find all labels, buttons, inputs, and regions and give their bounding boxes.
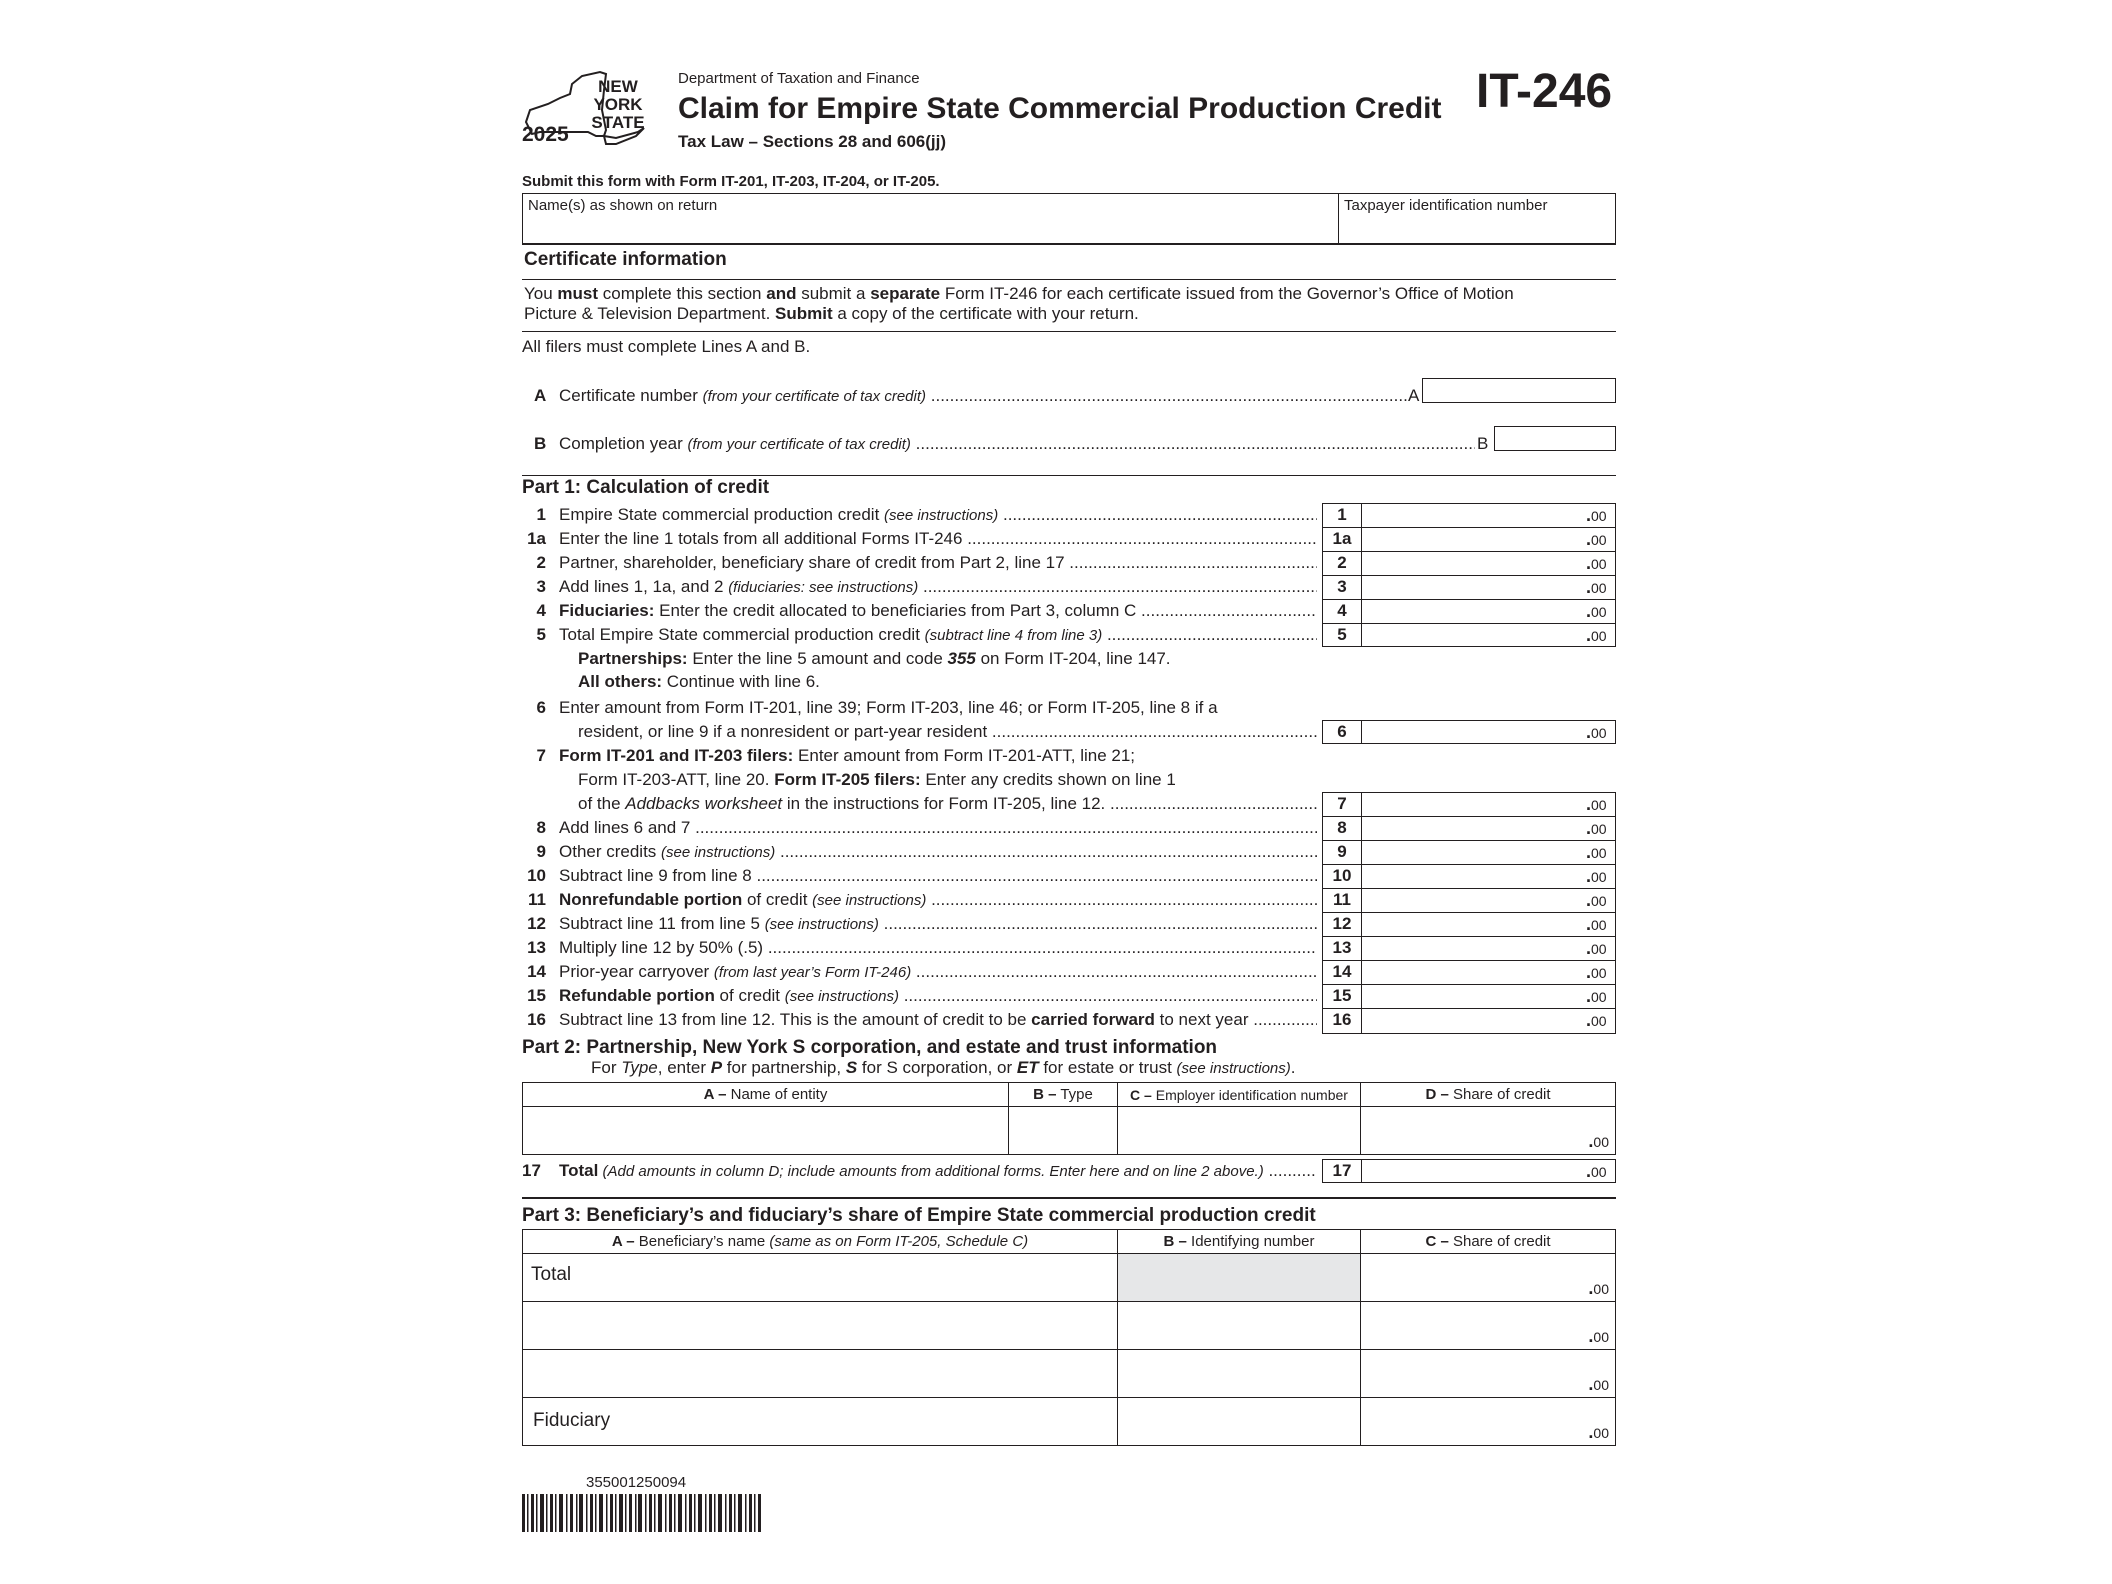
part3-row-3-name-cell[interactable] bbox=[523, 1350, 1118, 1398]
line-a-note: (from your certificate of tax credit) bbox=[702, 388, 927, 405]
line-16-amount-input[interactable] bbox=[1364, 1010, 1578, 1031]
part2-type-cell[interactable] bbox=[1009, 1107, 1118, 1155]
all-filers-note: All filers must complete Lines A and B. bbox=[522, 337, 811, 356]
line-7-c1: of the bbox=[578, 794, 626, 813]
all-others-bold: All others: bbox=[578, 672, 663, 691]
line-3-cents: . 00 bbox=[1586, 577, 1607, 598]
line-14-amount-input[interactable] bbox=[1364, 962, 1578, 983]
part2-col-b-header bbox=[1009, 1083, 1118, 1107]
line-2-cents: . 00 bbox=[1586, 553, 1607, 574]
line-5-amount-input[interactable] bbox=[1364, 625, 1578, 646]
form-title: Claim for Empire State Commercial Production Credit bbox=[678, 92, 1442, 125]
all-others-note bbox=[578, 672, 820, 692]
submit-note: Submit this form with Form IT-201, IT-203, IT-204, or IT-205. bbox=[522, 173, 940, 190]
line-7-num: 7 bbox=[536, 746, 546, 765]
line-a-letter: A bbox=[534, 386, 547, 405]
box-rule-9 bbox=[1322, 864, 1616, 865]
names-label: Name(s) as shown on return bbox=[528, 197, 718, 214]
line-6-cents: . 00 bbox=[1586, 722, 1607, 743]
p2-col-a: Name of entity bbox=[726, 1086, 828, 1103]
box-1a-num: 1a bbox=[1332, 529, 1352, 548]
line-16-num: 16 bbox=[527, 1010, 546, 1029]
line-12-label bbox=[559, 914, 1317, 934]
line-11-label bbox=[559, 890, 1317, 910]
line-4-num: 4 bbox=[536, 601, 546, 620]
line-3-note: (fiduciaries: see instructions) bbox=[728, 579, 919, 596]
p2-sub-6: . bbox=[1290, 1058, 1296, 1077]
line-13-num: 13 bbox=[527, 938, 546, 957]
partnerships-text1: Enter the line 5 amount and code bbox=[687, 649, 948, 668]
intro-1f: separate bbox=[870, 284, 941, 303]
part3-col-a-header bbox=[523, 1230, 1118, 1254]
part3-fiduciary-label: Fiduciary bbox=[533, 1410, 611, 1431]
line-14-note: (from last year’s Form IT-246) bbox=[713, 964, 912, 981]
line-5-text: Total Empire State commercial production credit bbox=[559, 625, 925, 644]
line-12-cents: . 00 bbox=[1586, 914, 1607, 935]
form-subtitle: Tax Law – Sections 28 and 606(jj) bbox=[678, 132, 947, 151]
line-7-cents: . 00 bbox=[1586, 794, 1607, 815]
box-16-num: 16 bbox=[1332, 1010, 1352, 1029]
partnerships-text2: on Form IT-204, line 147. bbox=[975, 649, 1171, 668]
line-15-text: of credit bbox=[714, 986, 785, 1005]
part3-col-b-header bbox=[1118, 1230, 1361, 1254]
line-12-amount-input[interactable] bbox=[1364, 914, 1578, 935]
line-16-cents: . 00 bbox=[1586, 1010, 1607, 1031]
line-16-a: Subtract line 13 from line 12. This is the amount of credit to be bbox=[559, 1010, 1032, 1029]
box-rule-13 bbox=[1322, 960, 1616, 961]
p2-sub-type: Type bbox=[621, 1058, 658, 1077]
part1-rule bbox=[522, 475, 1616, 476]
line-b-text: Completion year bbox=[559, 434, 688, 453]
part3-row-2-name-cell[interactable] bbox=[523, 1302, 1118, 1350]
part3-fiduciary-id-cell[interactable] bbox=[1118, 1398, 1361, 1446]
box-17-num: 17 bbox=[1332, 1161, 1352, 1180]
logo-line-2: YORK bbox=[593, 95, 643, 114]
p3-col-c-bold: C – bbox=[1425, 1233, 1449, 1250]
p2-col-a-bold: A – bbox=[703, 1086, 727, 1103]
p3-col-a-note: (same as on Form IT-205, Schedule C) bbox=[769, 1233, 1029, 1250]
certificate-number-input[interactable] bbox=[1422, 378, 1616, 403]
line-10-text: Subtract line 9 from line 8 bbox=[559, 866, 752, 885]
part2-subheading bbox=[591, 1058, 1296, 1078]
p2-sub-4: for S corporation, or bbox=[857, 1058, 1017, 1077]
line-14-cents: . 00 bbox=[1586, 962, 1607, 983]
part3-total-label: Total bbox=[531, 1264, 572, 1285]
line-11-bold: Nonrefundable portion bbox=[559, 890, 743, 909]
line-11-amount-input[interactable] bbox=[1364, 890, 1578, 911]
line-b-label bbox=[559, 434, 1475, 454]
p2-sub-2: , enter bbox=[657, 1058, 711, 1077]
line-2-num: 2 bbox=[536, 553, 546, 572]
part3-rule bbox=[522, 1197, 1616, 1199]
line-4-text: Enter the credit allocated to beneficiaries from Part 3, column C bbox=[654, 601, 1137, 620]
part3-table bbox=[522, 1229, 1616, 1446]
logo-line-1: NEW bbox=[598, 77, 638, 96]
line-1a-cents: . 00 bbox=[1586, 529, 1607, 550]
part3-row-2-cents: . 00 bbox=[1588, 1326, 1609, 1347]
intro-1g: Form IT-246 for each certificate issued from the Governor’s Office of Motion bbox=[940, 284, 1514, 303]
box-5-num: 5 bbox=[1337, 625, 1347, 644]
part3-row-3-id-cell[interactable] bbox=[1118, 1350, 1361, 1398]
line-14-text: Prior-year carryover bbox=[559, 962, 714, 981]
line-7-text-b bbox=[578, 770, 1176, 790]
line-6-text-b: resident, or line 9 if a nonresident or part-year resident bbox=[578, 722, 988, 741]
line-1-note: (see instructions) bbox=[884, 507, 999, 524]
line-7-c2: in the instructions for Form IT-205, line 12. bbox=[782, 794, 1106, 813]
p2-sub-p: P bbox=[710, 1058, 723, 1077]
part3-row-2 bbox=[523, 1302, 1616, 1350]
line-7-label-c bbox=[578, 794, 1317, 814]
p2-sub-s: S bbox=[845, 1058, 858, 1077]
box-rule-7 bbox=[1322, 816, 1616, 817]
part2-table bbox=[522, 1082, 1616, 1155]
barcode-image bbox=[522, 1494, 762, 1532]
line-8-amount-input[interactable] bbox=[1364, 818, 1578, 839]
name-tin-divider bbox=[1338, 193, 1339, 245]
line-11-note: (see instructions) bbox=[812, 892, 927, 909]
p2-col-c-bold: C – bbox=[1130, 1086, 1152, 1103]
line-1-num: 1 bbox=[536, 505, 546, 524]
part3-header-row bbox=[523, 1230, 1616, 1254]
line-16-label bbox=[559, 1010, 1317, 1030]
part2-col-d-header bbox=[1361, 1083, 1616, 1107]
line-6-amount-input[interactable] bbox=[1364, 722, 1578, 743]
line-13-text: Multiply line 12 by 50% (.5) bbox=[559, 938, 768, 957]
part3-row-3 bbox=[523, 1350, 1616, 1398]
part3-fiduciary-row bbox=[523, 1398, 1616, 1446]
part2-col-a-header bbox=[523, 1083, 1009, 1107]
partnerships-bold: Partnerships: bbox=[578, 649, 688, 668]
line-7-b2: Enter any credits shown on line 1 bbox=[920, 770, 1176, 789]
line-6-text-a: Enter amount from Form IT-201, line 39; Form IT-203, line 46; or Form IT-205, line 8 if a bbox=[559, 698, 1218, 717]
part3-col-c-header bbox=[1361, 1230, 1616, 1254]
box-13-num: 13 bbox=[1332, 938, 1352, 957]
line-5-num: 5 bbox=[536, 625, 546, 644]
line-5-note: (subtract line 4 from line 3) bbox=[924, 627, 1103, 644]
box-12-num: 12 bbox=[1332, 914, 1352, 933]
line-5-cents: . 00 bbox=[1586, 625, 1607, 646]
part3-fiduciary-name-cell bbox=[523, 1398, 1118, 1446]
line-8-num: 8 bbox=[536, 818, 546, 837]
line-b-box-letter: B bbox=[1477, 434, 1489, 453]
p3-col-a-bold: A – bbox=[611, 1233, 635, 1250]
line-4-label bbox=[559, 601, 1317, 621]
box-rule-8 bbox=[1322, 840, 1616, 841]
line-a-text: Certificate number bbox=[559, 386, 703, 405]
line-9-text: Other credits bbox=[559, 842, 662, 861]
line-1-text: Empire State commercial production credit bbox=[559, 505, 885, 524]
box-rule-14 bbox=[1322, 984, 1616, 985]
line-16-bold: carried forward bbox=[1031, 1010, 1155, 1029]
line-11-cents: . 00 bbox=[1586, 890, 1607, 911]
part2-entry-row bbox=[523, 1107, 1616, 1155]
part1-heading: Part 1: Calculation of credit bbox=[522, 477, 770, 498]
line-1-label bbox=[559, 505, 1317, 525]
line-6-label-b bbox=[578, 722, 1317, 742]
box-2-num: 2 bbox=[1337, 553, 1347, 572]
part2-col-c-header bbox=[1118, 1083, 1361, 1107]
box-11-num: 11 bbox=[1333, 890, 1351, 909]
line-1a-label bbox=[559, 529, 1317, 549]
part3-fiduciary-share-cell[interactable] bbox=[1361, 1398, 1616, 1446]
line-10-cents: . 00 bbox=[1586, 866, 1607, 887]
line-10-label bbox=[559, 866, 1317, 886]
line-1-cents: . 00 bbox=[1586, 505, 1607, 526]
p2-sub-note: (see instructions) bbox=[1176, 1060, 1291, 1077]
tax-year: 2025 bbox=[522, 123, 569, 146]
line-16-b: to next year bbox=[1154, 1010, 1249, 1029]
box-rule-5 bbox=[1322, 623, 1616, 624]
line-7-a: Enter amount from Form IT-201-ATT, line 21; bbox=[793, 746, 1136, 765]
line-7-amount-input[interactable] bbox=[1364, 794, 1578, 815]
line-13-label bbox=[559, 938, 1317, 958]
completion-year-input[interactable] bbox=[1494, 426, 1616, 451]
form-number: IT-246 bbox=[1476, 65, 1613, 118]
line-2-amount-input[interactable] bbox=[1364, 553, 1578, 574]
line-a-box-letter: A bbox=[1408, 386, 1420, 405]
box-6-num: 6 bbox=[1337, 722, 1347, 741]
logo-line-3: STATE bbox=[591, 113, 645, 132]
part3-total-row bbox=[523, 1254, 1616, 1302]
line-2-label bbox=[559, 553, 1317, 573]
tin-input[interactable] bbox=[1342, 216, 1612, 242]
line-14-label bbox=[559, 962, 1317, 982]
part2-ein-cell[interactable] bbox=[1118, 1107, 1361, 1155]
box-15-num: 15 bbox=[1332, 986, 1352, 1005]
intro-2a: Picture & Television Department. bbox=[524, 304, 776, 323]
part2-heading: Part 2: Partnership, New York S corporation, and estate and trust information bbox=[522, 1037, 1218, 1058]
part2-share-cell[interactable] bbox=[1361, 1107, 1616, 1155]
intro-2c: a copy of the certificate with your return. bbox=[832, 304, 1139, 323]
certificate-rule-1 bbox=[522, 279, 1616, 280]
line-9-cents: . 00 bbox=[1586, 842, 1607, 863]
box-rule-15 bbox=[1322, 1008, 1616, 1009]
box-rule-3 bbox=[1322, 575, 1616, 576]
box-4-num: 4 bbox=[1337, 601, 1347, 620]
box-3-num: 3 bbox=[1337, 577, 1347, 596]
intro-1e: submit a bbox=[796, 284, 871, 303]
p2-col-b: Type bbox=[1056, 1086, 1093, 1103]
line-15-bold: Refundable portion bbox=[559, 986, 715, 1005]
names-input[interactable] bbox=[526, 216, 1332, 242]
p2-col-b-bold: B – bbox=[1033, 1086, 1057, 1103]
part3-total-cents: . 00 bbox=[1588, 1278, 1609, 1299]
line-7-c-ital: Addbacks worksheet bbox=[625, 794, 783, 813]
intro-1b: must bbox=[557, 284, 599, 303]
line-1a-amount-input[interactable] bbox=[1364, 529, 1578, 550]
intro-1d: and bbox=[766, 284, 797, 303]
p2-col-d: Share of credit bbox=[1448, 1086, 1551, 1103]
line-12-num: 12 bbox=[527, 914, 546, 933]
line-1a-num: 1a bbox=[527, 529, 546, 548]
part3-fiduciary-cents: . 00 bbox=[1588, 1422, 1609, 1443]
part2-share-cents: . 00 bbox=[1588, 1131, 1609, 1152]
p3-col-c: Share of credit bbox=[1448, 1233, 1551, 1250]
line-14-num: 14 bbox=[527, 962, 546, 981]
line-13-cents: . 00 bbox=[1586, 938, 1607, 959]
intro-2b: Submit bbox=[775, 304, 833, 323]
box-14-num: 14 bbox=[1332, 962, 1352, 981]
p3-col-b-bold: B – bbox=[1163, 1233, 1187, 1250]
box-rule-1 bbox=[1322, 527, 1616, 528]
p2-sub-et: ET bbox=[1016, 1058, 1039, 1077]
line-1a-text: Enter the line 1 totals from all additional Forms IT-246 bbox=[559, 529, 963, 548]
line-17-note: (Add amounts in column D; include amounts from additional forms. Enter here and on line 2 above.) bbox=[598, 1163, 1264, 1180]
line-11-text: of credit bbox=[742, 890, 813, 909]
line-9-num: 9 bbox=[536, 842, 546, 861]
p2-sub-3: for partnership, bbox=[722, 1058, 846, 1077]
p2-sub-5: for estate or trust bbox=[1038, 1058, 1177, 1077]
line-9-label bbox=[559, 842, 1317, 862]
line-15-amount-input[interactable] bbox=[1364, 986, 1578, 1007]
line-3-text: Add lines 1, 1a, and 2 bbox=[559, 577, 729, 596]
box-7-num: 7 bbox=[1337, 794, 1347, 813]
box-9-num: 9 bbox=[1337, 842, 1347, 861]
intro-1a: You bbox=[524, 284, 558, 303]
certificate-rule-2 bbox=[522, 331, 1616, 332]
line-8-label bbox=[559, 818, 1317, 838]
logo-text bbox=[588, 78, 648, 132]
line-7-b-bold: Form IT-205 filers: bbox=[774, 770, 921, 789]
line-15-label bbox=[559, 986, 1317, 1006]
line-8-text: Add lines 6 and 7 bbox=[559, 818, 691, 837]
part3-total-id-cell-shaded bbox=[1118, 1254, 1361, 1302]
line-8-cents: . 00 bbox=[1586, 818, 1607, 839]
box-10-num: 10 bbox=[1332, 866, 1352, 885]
line-4-bold: Fiduciaries: bbox=[559, 601, 655, 620]
box-rule-10 bbox=[1322, 888, 1616, 889]
tin-label: Taxpayer identification number bbox=[1344, 197, 1548, 214]
all-others-text: Continue with line 6. bbox=[662, 672, 820, 691]
box-1-num: 1 bbox=[1337, 505, 1347, 524]
part3-heading: Part 3: Beneficiary’s and fiduciary’s share of Empire State commercial production credit bbox=[522, 1205, 1316, 1226]
box-rule-12 bbox=[1322, 936, 1616, 937]
line-7-text-a bbox=[559, 746, 1135, 766]
line-3-num: 3 bbox=[536, 577, 546, 596]
p3-col-a: Beneficiary’s name bbox=[634, 1233, 770, 1250]
line-17-num: 17 bbox=[522, 1161, 541, 1180]
line-a-label bbox=[559, 386, 1407, 406]
intro-1c: complete this section bbox=[598, 284, 767, 303]
p2-col-d-bold: D – bbox=[1425, 1086, 1449, 1103]
line-17-cents: . 00 bbox=[1586, 1161, 1607, 1182]
p2-sub-1: For bbox=[591, 1058, 622, 1077]
p2-col-c: Employer identification number bbox=[1151, 1086, 1348, 1103]
partnerships-code: 355 bbox=[947, 649, 976, 668]
line-1-amount-input[interactable] bbox=[1364, 505, 1578, 526]
line-4-cents: . 00 bbox=[1586, 601, 1607, 622]
line-13-amount-input[interactable] bbox=[1364, 938, 1578, 959]
line-2-text: Partner, shareholder, beneficiary share of credit from Part 2, line 17 bbox=[559, 553, 1065, 572]
part2-header-row bbox=[523, 1083, 1616, 1107]
line-15-num: 15 bbox=[527, 986, 546, 1005]
certificate-heading: Certificate information bbox=[524, 249, 727, 270]
part3-row-3-cents: . 00 bbox=[1588, 1374, 1609, 1395]
line-10-amount-input[interactable] bbox=[1364, 866, 1578, 887]
line-6-num: 6 bbox=[536, 698, 546, 717]
box-8-num: 8 bbox=[1337, 818, 1347, 837]
box-rule-4 bbox=[1322, 599, 1616, 600]
line-4-amount-input[interactable] bbox=[1364, 601, 1578, 622]
part2-name-cell[interactable] bbox=[523, 1107, 1009, 1155]
part3-row-2-id-cell[interactable] bbox=[1118, 1302, 1361, 1350]
certificate-intro bbox=[524, 284, 1514, 324]
line-3-amount-input[interactable] bbox=[1364, 577, 1578, 598]
line-17-amount-input[interactable] bbox=[1364, 1161, 1578, 1182]
line-12-text: Subtract line 11 from line 5 bbox=[559, 914, 765, 933]
line-b-letter: B bbox=[534, 434, 547, 453]
line-17-label bbox=[559, 1161, 1317, 1181]
line-9-note: (see instructions) bbox=[661, 844, 776, 861]
line-7-a-bold: Form IT-201 and IT-203 filers: bbox=[559, 746, 794, 765]
barcode-number: 355001250094 bbox=[586, 1474, 687, 1491]
line-9-amount-input[interactable] bbox=[1364, 842, 1578, 863]
line-12-note: (see instructions) bbox=[764, 916, 879, 933]
p3-col-b: Identifying number bbox=[1186, 1233, 1315, 1250]
part3-total-share-cell[interactable] bbox=[1361, 1254, 1616, 1302]
department-name: Department of Taxation and Finance bbox=[678, 70, 920, 87]
box-rule-2 bbox=[1322, 551, 1616, 552]
line-3-label bbox=[559, 577, 1317, 597]
line-b-note: (from your certificate of tax credit) bbox=[687, 436, 911, 453]
partnerships-note bbox=[578, 649, 1171, 669]
part3-row-3-share-cell[interactable] bbox=[1361, 1350, 1616, 1398]
line-5-label bbox=[559, 625, 1317, 645]
part3-total-name-cell bbox=[523, 1254, 1118, 1302]
line-7-b1: Form IT-203-ATT, line 20. bbox=[578, 770, 775, 789]
box-rule-11 bbox=[1322, 912, 1616, 913]
line-17-bold: Total bbox=[559, 1161, 599, 1180]
line-10-num: 10 bbox=[527, 866, 546, 885]
line-15-cents: . 00 bbox=[1586, 986, 1607, 1007]
line-15-note: (see instructions) bbox=[784, 988, 899, 1005]
part3-row-2-share-cell[interactable] bbox=[1361, 1302, 1616, 1350]
line-11-num: 11 bbox=[528, 890, 546, 909]
